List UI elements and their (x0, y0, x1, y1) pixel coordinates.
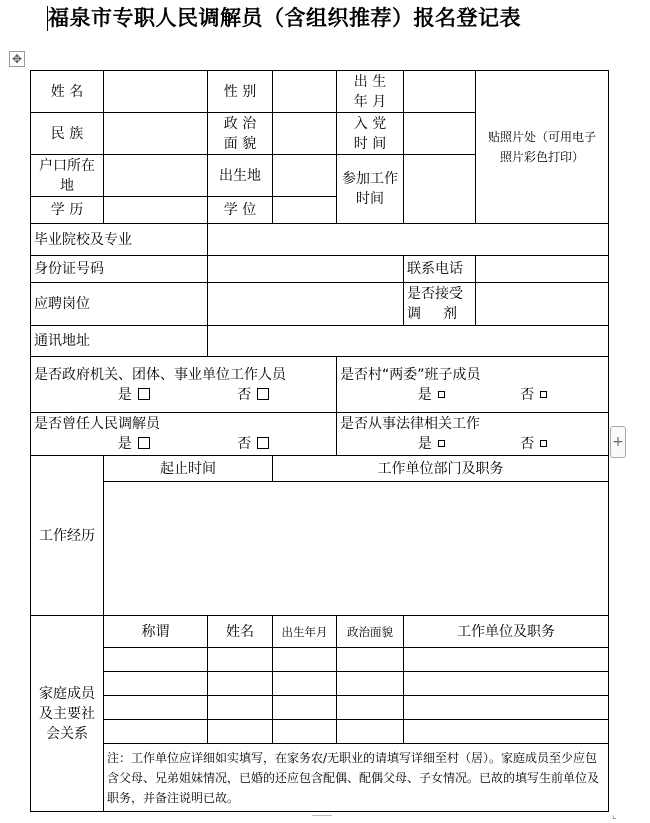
village-yes-option[interactable]: 是 (418, 385, 445, 405)
work-history-field[interactable] (104, 482, 609, 616)
mediator-question-text: 是否曾任人民调解员 (34, 416, 160, 432)
table-resize-handle-icon[interactable]: ⌞ (612, 810, 617, 821)
birthplace-field[interactable] (273, 155, 337, 197)
gov-staff-no-option[interactable]: 否 (237, 385, 269, 405)
relation-header: 称谓 (104, 616, 208, 648)
registration-form-table (30, 70, 609, 812)
education-field[interactable] (104, 197, 208, 224)
family-work-cell[interactable] (404, 648, 609, 672)
phone-label: 联系电话 (404, 256, 476, 283)
family-political-cell[interactable] (337, 696, 404, 720)
village-no-option[interactable]: 否 (520, 385, 547, 405)
family-name-cell[interactable] (208, 696, 273, 720)
family-birth-cell[interactable] (273, 720, 337, 744)
position-field[interactable] (208, 283, 404, 326)
family-work-cell[interactable] (404, 720, 609, 744)
birth-label: 出 生 年 月 (337, 71, 404, 113)
education-label: 学 历 (31, 197, 104, 224)
degree-field[interactable] (273, 197, 337, 224)
family-row (31, 672, 609, 696)
family-name-cell[interactable] (208, 672, 273, 696)
family-relation-cell[interactable] (104, 696, 208, 720)
name-label: 姓 名 (31, 71, 104, 113)
family-birth-cell[interactable] (273, 696, 337, 720)
gov-staff-no-checkbox[interactable] (257, 388, 269, 400)
village-committee-question (337, 357, 609, 413)
add-column-button[interactable]: + (610, 426, 626, 458)
work-unit-header: 工作单位部门及职务 (273, 456, 609, 482)
accept-transfer-label: 是否接受 调 剂 (404, 283, 476, 326)
family-row (31, 720, 609, 744)
id-number-label: 身份证号码 (31, 256, 208, 283)
position-label: 应聘岗位 (31, 283, 208, 326)
name-field[interactable] (104, 71, 208, 113)
political-field[interactable] (273, 113, 337, 155)
village-yes-checkbox[interactable] (438, 391, 445, 398)
work-history-label: 工作经历 (31, 456, 104, 616)
family-relation-cell[interactable] (104, 648, 208, 672)
form-note: 注：工作单位应详细如实填写，在家务农/无职业的请填写详细至村（居）。家庭成员至少应包含父母、兄弟姐妹情况，已婚的还应包含配偶、配偶父母、子女情况。已故的填写生前单位及职务，并备注说明已故。 (104, 744, 609, 812)
school-field[interactable] (208, 224, 609, 256)
id-number-field[interactable] (208, 256, 404, 283)
family-work-cell[interactable] (404, 672, 609, 696)
family-work-cell[interactable] (404, 696, 609, 720)
address-field[interactable] (208, 326, 609, 357)
gov-staff-yes-checkbox[interactable] (138, 388, 150, 400)
family-name-cell[interactable] (208, 648, 273, 672)
degree-label: 学 位 (208, 197, 273, 224)
family-relation-cell[interactable] (104, 672, 208, 696)
family-relations-label: 家庭成员及主要社会关系 (31, 616, 104, 812)
photo-area[interactable]: 贴照片处（可用电子照片彩色打印） (476, 71, 609, 224)
family-relation-cell[interactable] (104, 720, 208, 744)
gender-label: 性 别 (208, 71, 273, 113)
birth-field[interactable] (404, 71, 476, 113)
work-start-label: 参加工作时间 (337, 155, 404, 224)
party-join-label: 入 党 时 间 (337, 113, 404, 155)
hukou-label: 户口所在地 (31, 155, 104, 197)
family-work-header: 工作单位及职务 (404, 616, 609, 648)
document-title: 福泉市专职人民调解员（含组织推荐）报名登记表 (48, 5, 521, 30)
ethnicity-label: 民 族 (31, 113, 104, 155)
phone-field[interactable] (476, 256, 609, 283)
family-political-cell[interactable] (337, 672, 404, 696)
village-no-checkbox[interactable] (540, 391, 547, 398)
mediator-yes-option[interactable]: 是 (118, 434, 150, 454)
family-birth-cell[interactable] (273, 648, 337, 672)
legal-yes-option[interactable]: 是 (418, 434, 445, 454)
hukou-field[interactable] (104, 155, 208, 197)
family-birth-cell[interactable] (273, 672, 337, 696)
legal-no-checkbox[interactable] (540, 440, 547, 447)
school-label: 毕业院校及专业 (31, 224, 208, 256)
family-row (31, 648, 609, 672)
family-birth-header: 出生年月 (273, 616, 337, 648)
legal-work-question (337, 413, 609, 456)
party-join-field[interactable] (404, 113, 476, 155)
mediator-yes-checkbox[interactable] (138, 437, 150, 449)
legal-work-question-text: 是否从事法律相关工作 (340, 416, 480, 432)
ethnicity-field[interactable] (104, 113, 208, 155)
family-political-cell[interactable] (337, 648, 404, 672)
work-start-field[interactable] (404, 155, 476, 224)
village-committee-question-text: 是否村“两委”班子成员 (340, 366, 481, 383)
family-name-cell[interactable] (208, 720, 273, 744)
family-name-header: 姓名 (208, 616, 273, 648)
legal-yes-checkbox[interactable] (438, 440, 445, 447)
table-move-handle-icon[interactable]: ✥ (9, 51, 25, 67)
mediator-question (31, 413, 337, 456)
period-header: 起止时间 (104, 456, 273, 482)
accept-transfer-field[interactable] (476, 283, 609, 326)
gov-staff-yes-option[interactable]: 是 (118, 385, 150, 405)
political-label: 政 治 面 貌 (208, 113, 273, 155)
address-label: 通讯地址 (31, 326, 208, 357)
mediator-no-checkbox[interactable] (257, 437, 269, 449)
family-row (31, 696, 609, 720)
gender-field[interactable] (273, 71, 337, 113)
legal-no-option[interactable]: 否 (520, 434, 547, 454)
birthplace-label: 出生地 (208, 155, 273, 197)
mediator-no-option[interactable]: 否 (237, 434, 269, 454)
gov-staff-question (31, 357, 337, 413)
family-political-cell[interactable] (337, 720, 404, 744)
family-political-header: 政治面貌 (337, 616, 404, 648)
gov-staff-question-text: 是否政府机关、团体、事业单位工作人员 (34, 366, 286, 383)
